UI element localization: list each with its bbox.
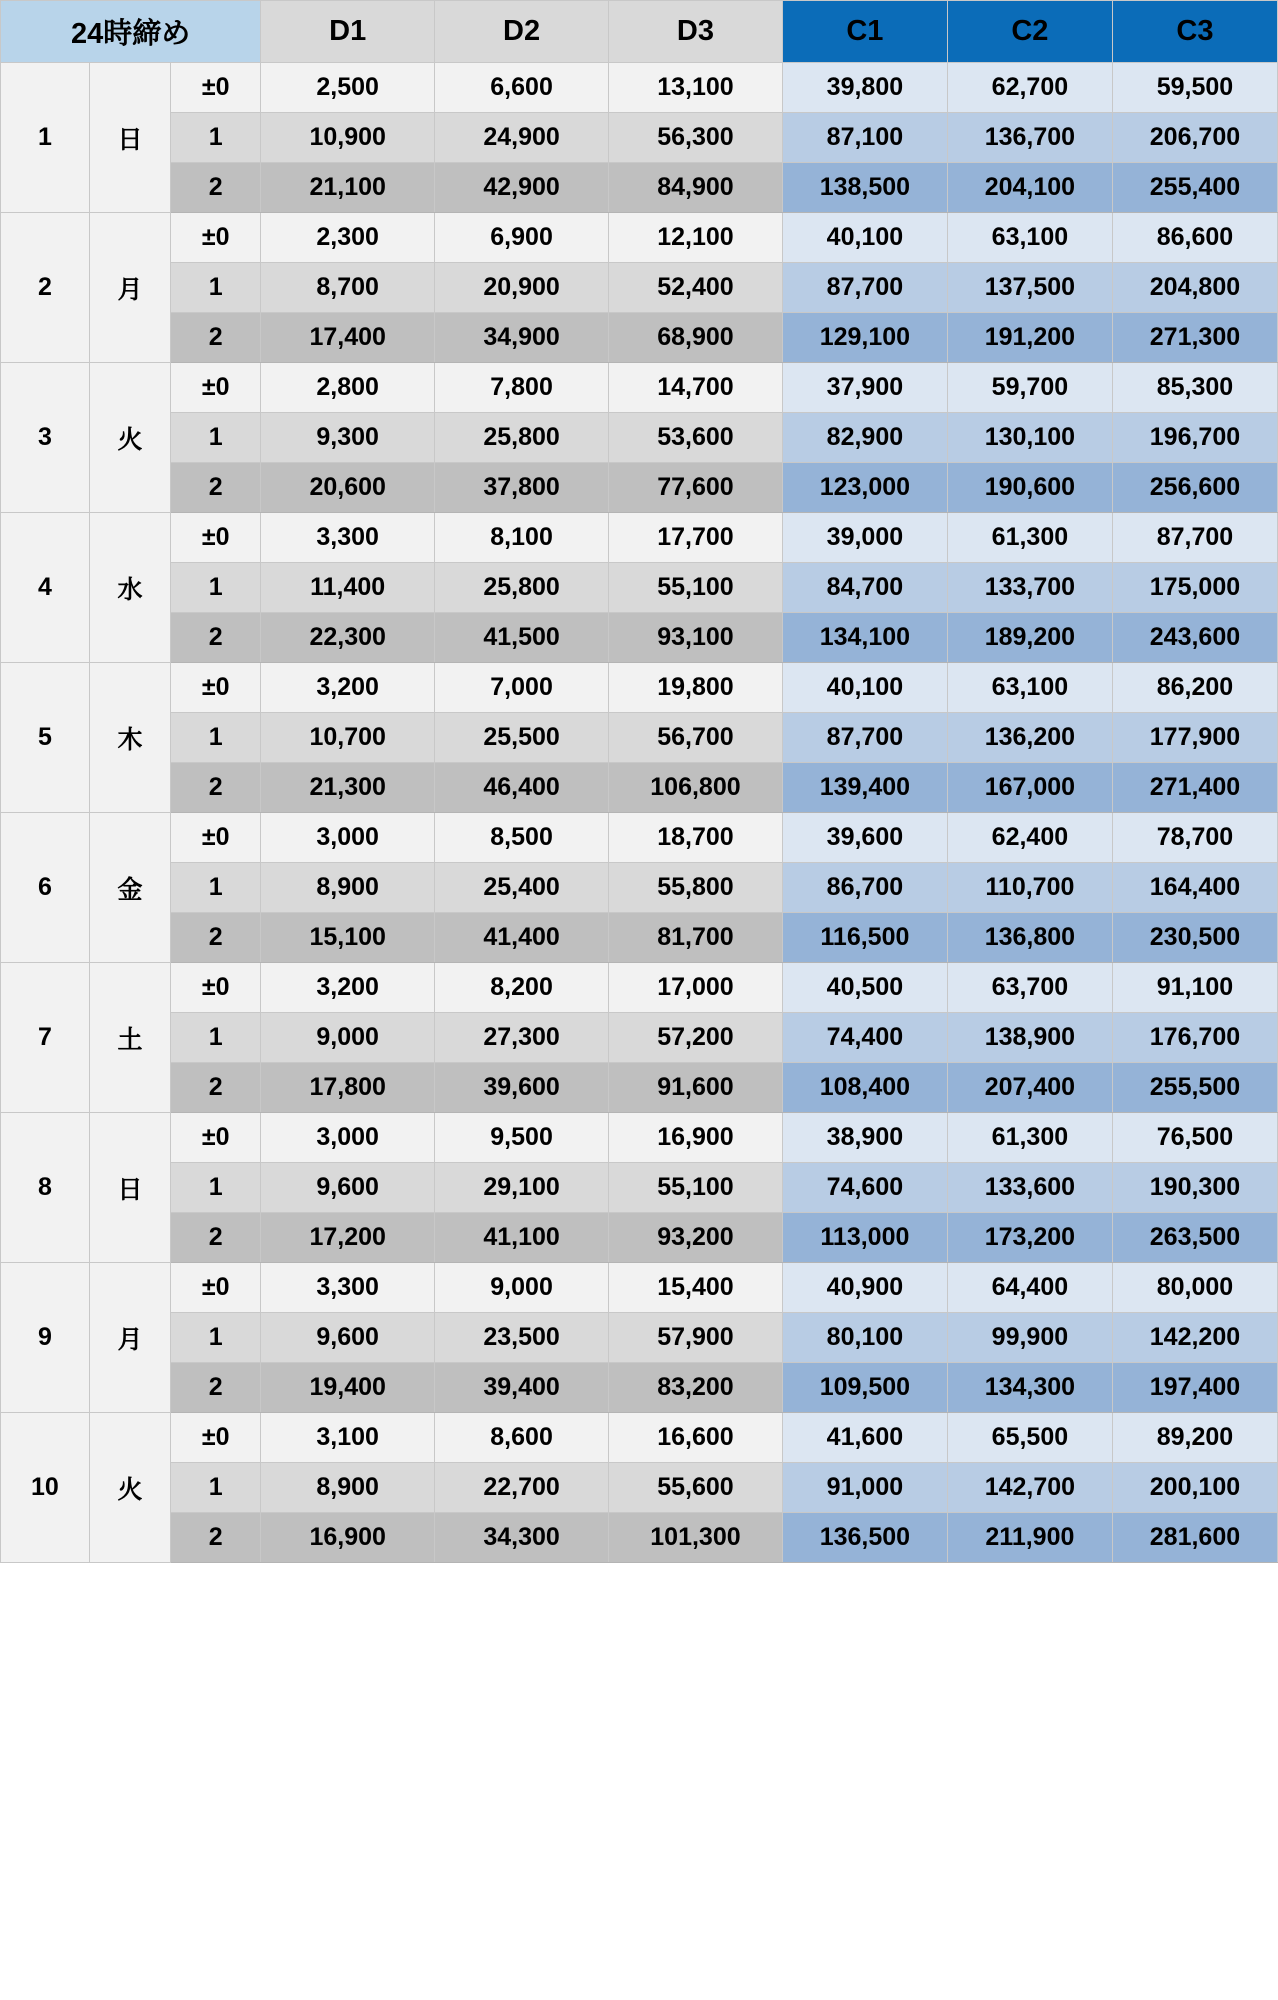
level-label-cell: 1: [171, 113, 261, 163]
value-cell-d1[interactable]: 17,800: [261, 1063, 435, 1113]
level-label-cell: 1: [171, 713, 261, 763]
value-cell-c2[interactable]: 65,500: [947, 1413, 1112, 1463]
table-row: [1, 213, 1278, 263]
value-cell-d1[interactable]: 8,900: [261, 863, 435, 913]
value-cell-d1[interactable]: 22,300: [261, 613, 435, 663]
level-label-cell: 1: [171, 563, 261, 613]
value-cell-c1[interactable]: 91,000: [782, 1463, 947, 1513]
value-cell-d1[interactable]: 21,100: [261, 163, 435, 213]
value-cell-c3[interactable]: 164,400: [1112, 863, 1277, 913]
value-cell-c1[interactable]: 40,500: [782, 963, 947, 1013]
value-cell-c1[interactable]: 108,400: [782, 1063, 947, 1113]
value-cell-c2[interactable]: 167,000: [947, 763, 1112, 813]
value-cell-d2[interactable]: 34,300: [435, 1513, 609, 1563]
value-cell-d1[interactable]: 21,300: [261, 763, 435, 813]
weekday-cell: 土: [89, 963, 170, 1113]
weekday-cell: 月: [89, 1263, 170, 1413]
day-number-cell: 5: [1, 663, 90, 813]
value-cell-c1[interactable]: 113,000: [782, 1213, 947, 1263]
level-label-cell: 1: [171, 1463, 261, 1513]
value-cell-d2[interactable]: 7,800: [435, 363, 609, 413]
value-cell-d3[interactable]: 56,300: [609, 113, 783, 163]
value-cell-d2[interactable]: 41,400: [435, 913, 609, 963]
table-row: [1, 1413, 1278, 1463]
level-label-cell: ±0: [171, 213, 261, 263]
value-cell-c1[interactable]: 87,700: [782, 713, 947, 763]
value-cell-d2[interactable]: 42,900: [435, 163, 609, 213]
value-cell-d3[interactable]: 16,600: [609, 1413, 783, 1463]
table-row: [1, 913, 1278, 963]
value-cell-d2[interactable]: 8,100: [435, 513, 609, 563]
value-cell-c3[interactable]: 175,000: [1112, 563, 1277, 613]
column-header-c3[interactable]: C3: [1112, 1, 1277, 63]
day-number-cell: 9: [1, 1263, 90, 1413]
value-cell-c2[interactable]: 133,700: [947, 563, 1112, 613]
column-header-d2[interactable]: D2: [435, 1, 609, 63]
column-header-d1[interactable]: D1: [261, 1, 435, 63]
value-cell-c3[interactable]: 255,400: [1112, 163, 1277, 213]
value-cell-d3[interactable]: 16,900: [609, 1113, 783, 1163]
value-cell-d3[interactable]: 91,600: [609, 1063, 783, 1113]
level-label-cell: ±0: [171, 63, 261, 113]
table-row: [1, 1313, 1278, 1363]
value-cell-c2[interactable]: 62,700: [947, 63, 1112, 113]
table-row: [1, 1013, 1278, 1063]
value-cell-d3[interactable]: 15,400: [609, 1263, 783, 1313]
value-cell-d1[interactable]: 3,300: [261, 513, 435, 563]
value-cell-d2[interactable]: 25,500: [435, 713, 609, 763]
value-cell-d1[interactable]: 10,900: [261, 113, 435, 163]
value-cell-c3[interactable]: 87,700: [1112, 513, 1277, 563]
value-cell-c2[interactable]: 110,700: [947, 863, 1112, 913]
header-row: [1, 1, 1278, 63]
value-cell-c3[interactable]: 80,000: [1112, 1263, 1277, 1313]
value-cell-c3[interactable]: 281,600: [1112, 1513, 1277, 1563]
value-cell-d2[interactable]: 41,500: [435, 613, 609, 663]
table-row: [1, 863, 1278, 913]
value-cell-c2[interactable]: 173,200: [947, 1213, 1112, 1263]
value-cell-c2[interactable]: 138,900: [947, 1013, 1112, 1063]
value-cell-c3[interactable]: 196,700: [1112, 413, 1277, 463]
level-label-cell: ±0: [171, 813, 261, 863]
value-cell-d3[interactable]: 83,200: [609, 1363, 783, 1413]
table-row: [1, 263, 1278, 313]
value-cell-d1[interactable]: 19,400: [261, 1363, 435, 1413]
value-cell-d1[interactable]: 3,000: [261, 1113, 435, 1163]
day-number-cell: 3: [1, 363, 90, 513]
day-number-cell: 10: [1, 1413, 90, 1563]
value-cell-c2[interactable]: 204,100: [947, 163, 1112, 213]
level-label-cell: 2: [171, 313, 261, 363]
level-label-cell: 2: [171, 1363, 261, 1413]
value-cell-d2[interactable]: 37,800: [435, 463, 609, 513]
level-label-cell: 1: [171, 1163, 261, 1213]
value-cell-c3[interactable]: 271,300: [1112, 313, 1277, 363]
value-cell-d3[interactable]: 55,100: [609, 1163, 783, 1213]
level-label-cell: 2: [171, 763, 261, 813]
value-cell-c3[interactable]: 176,700: [1112, 1013, 1277, 1063]
value-cell-c2[interactable]: 134,300: [947, 1363, 1112, 1413]
value-cell-c3[interactable]: 142,200: [1112, 1313, 1277, 1363]
value-cell-c3[interactable]: 197,400: [1112, 1363, 1277, 1413]
day-number-cell: 6: [1, 813, 90, 963]
weekday-cell: 水: [89, 513, 170, 663]
value-cell-c2[interactable]: 189,200: [947, 613, 1112, 663]
weekday-cell: 木: [89, 663, 170, 813]
column-header-c2[interactable]: C2: [947, 1, 1112, 63]
level-label-cell: 2: [171, 913, 261, 963]
value-cell-c2[interactable]: 190,600: [947, 463, 1112, 513]
day-number-cell: 7: [1, 963, 90, 1113]
value-cell-d3[interactable]: 17,700: [609, 513, 783, 563]
value-cell-c3[interactable]: 206,700: [1112, 113, 1277, 163]
value-cell-d3[interactable]: 12,100: [609, 213, 783, 263]
weekday-cell: 日: [89, 63, 170, 213]
value-cell-c1[interactable]: 134,100: [782, 613, 947, 663]
value-cell-c1[interactable]: 109,500: [782, 1363, 947, 1413]
level-label-cell: 2: [171, 1063, 261, 1113]
value-cell-c1[interactable]: 40,900: [782, 1263, 947, 1313]
value-cell-d1[interactable]: 9,000: [261, 1013, 435, 1063]
value-cell-c1[interactable]: 136,500: [782, 1513, 947, 1563]
column-header-d3[interactable]: D3: [609, 1, 783, 63]
value-cell-d2[interactable]: 46,400: [435, 763, 609, 813]
value-cell-d1[interactable]: 3,100: [261, 1413, 435, 1463]
value-cell-d1[interactable]: 10,700: [261, 713, 435, 763]
value-cell-c3[interactable]: 78,700: [1112, 813, 1277, 863]
value-cell-c3[interactable]: 263,500: [1112, 1213, 1277, 1263]
level-label-cell: 2: [171, 1213, 261, 1263]
table-row: [1, 463, 1278, 513]
value-cell-c3[interactable]: 200,100: [1112, 1463, 1277, 1513]
value-cell-c2[interactable]: 130,100: [947, 413, 1112, 463]
value-cell-d2[interactable]: 34,900: [435, 313, 609, 363]
value-cell-d1[interactable]: 2,500: [261, 63, 435, 113]
table-body: [1, 63, 1278, 1563]
level-label-cell: 1: [171, 263, 261, 313]
level-label-cell: ±0: [171, 1113, 261, 1163]
value-cell-d3[interactable]: 52,400: [609, 263, 783, 313]
value-cell-d1[interactable]: 3,300: [261, 1263, 435, 1313]
value-cell-d2[interactable]: 6,900: [435, 213, 609, 263]
value-cell-d3[interactable]: 93,200: [609, 1213, 783, 1263]
value-cell-d1[interactable]: 8,900: [261, 1463, 435, 1513]
value-cell-d1[interactable]: 11,400: [261, 563, 435, 613]
value-cell-c3[interactable]: 243,600: [1112, 613, 1277, 663]
level-label-cell: 1: [171, 413, 261, 463]
value-cell-d3[interactable]: 57,200: [609, 1013, 783, 1063]
value-cell-c1[interactable]: 87,100: [782, 113, 947, 163]
value-cell-c2[interactable]: 142,700: [947, 1463, 1112, 1513]
day-number-cell: 1: [1, 63, 90, 213]
value-cell-d3[interactable]: 14,700: [609, 363, 783, 413]
table-row: [1, 1063, 1278, 1113]
value-cell-c2[interactable]: 136,800: [947, 913, 1112, 963]
table-row: [1, 113, 1278, 163]
value-cell-c1[interactable]: 116,500: [782, 913, 947, 963]
value-cell-c2[interactable]: 133,600: [947, 1163, 1112, 1213]
value-cell-d1[interactable]: 17,400: [261, 313, 435, 363]
value-cell-d3[interactable]: 68,900: [609, 313, 783, 363]
value-cell-c3[interactable]: 190,300: [1112, 1163, 1277, 1213]
value-cell-c2[interactable]: 211,900: [947, 1513, 1112, 1563]
value-cell-c2[interactable]: 99,900: [947, 1313, 1112, 1363]
value-cell-c3[interactable]: 59,500: [1112, 63, 1277, 113]
table-row: [1, 1263, 1278, 1313]
value-cell-c2[interactable]: 63,700: [947, 963, 1112, 1013]
value-cell-c2[interactable]: 61,300: [947, 513, 1112, 563]
value-cell-c3[interactable]: 255,500: [1112, 1063, 1277, 1113]
weekday-cell: 日: [89, 1113, 170, 1263]
value-cell-d3[interactable]: 55,600: [609, 1463, 783, 1513]
value-cell-c2[interactable]: 61,300: [947, 1113, 1112, 1163]
value-cell-c1[interactable]: 39,000: [782, 513, 947, 563]
value-cell-d2[interactable]: 8,500: [435, 813, 609, 863]
table-row: [1, 1163, 1278, 1213]
value-cell-c3[interactable]: 256,600: [1112, 463, 1277, 513]
value-cell-c3[interactable]: 76,500: [1112, 1113, 1277, 1163]
value-cell-d2[interactable]: 27,300: [435, 1013, 609, 1063]
value-cell-d2[interactable]: 6,600: [435, 63, 609, 113]
day-number-cell: 4: [1, 513, 90, 663]
value-cell-c2[interactable]: 191,200: [947, 313, 1112, 363]
value-cell-c2[interactable]: 63,100: [947, 663, 1112, 713]
table-row: [1, 563, 1278, 613]
value-cell-d1[interactable]: 9,600: [261, 1163, 435, 1213]
table-row: [1, 513, 1278, 563]
table-row: [1, 1513, 1278, 1563]
value-cell-c1[interactable]: 82,900: [782, 413, 947, 463]
value-cell-d3[interactable]: 56,700: [609, 713, 783, 763]
weekday-cell: 火: [89, 1413, 170, 1563]
level-label-cell: 2: [171, 163, 261, 213]
table-row: [1, 713, 1278, 763]
value-cell-d2[interactable]: 22,700: [435, 1463, 609, 1513]
value-cell-c2[interactable]: 64,400: [947, 1263, 1112, 1313]
value-cell-c3[interactable]: 85,300: [1112, 363, 1277, 413]
level-label-cell: ±0: [171, 513, 261, 563]
value-cell-c3[interactable]: 230,500: [1112, 913, 1277, 963]
level-label-cell: ±0: [171, 1413, 261, 1463]
table-row: [1, 63, 1278, 113]
level-label-cell: 2: [171, 613, 261, 663]
level-label-cell: ±0: [171, 1263, 261, 1313]
value-cell-d1[interactable]: 3,200: [261, 963, 435, 1013]
value-cell-c1[interactable]: 74,400: [782, 1013, 947, 1063]
table-row: [1, 313, 1278, 363]
value-cell-c1[interactable]: 86,700: [782, 863, 947, 913]
value-cell-c3[interactable]: 86,200: [1112, 663, 1277, 713]
value-cell-c3[interactable]: 91,100: [1112, 963, 1277, 1013]
level-label-cell: 2: [171, 1513, 261, 1563]
value-cell-d1[interactable]: 9,600: [261, 1313, 435, 1363]
value-cell-c1[interactable]: 138,500: [782, 163, 947, 213]
value-cell-c1[interactable]: 37,900: [782, 363, 947, 413]
value-cell-d3[interactable]: 18,700: [609, 813, 783, 863]
column-header-c1[interactable]: C1: [782, 1, 947, 63]
value-cell-d2[interactable]: 9,000: [435, 1263, 609, 1313]
level-label-cell: ±0: [171, 363, 261, 413]
level-label-cell: ±0: [171, 963, 261, 1013]
value-cell-d2[interactable]: 24,900: [435, 113, 609, 163]
value-cell-c1[interactable]: 74,600: [782, 1163, 947, 1213]
value-cell-d1[interactable]: 17,200: [261, 1213, 435, 1263]
level-label-cell: ±0: [171, 663, 261, 713]
value-cell-d3[interactable]: 101,300: [609, 1513, 783, 1563]
value-cell-c1[interactable]: 139,400: [782, 763, 947, 813]
value-cell-c3[interactable]: 177,900: [1112, 713, 1277, 763]
value-cell-d1[interactable]: 3,200: [261, 663, 435, 713]
table-row: [1, 1363, 1278, 1413]
value-cell-d3[interactable]: 84,900: [609, 163, 783, 213]
value-cell-d1[interactable]: 20,600: [261, 463, 435, 513]
value-cell-c1[interactable]: 41,600: [782, 1413, 947, 1463]
day-number-cell: 8: [1, 1113, 90, 1263]
value-cell-c1[interactable]: 87,700: [782, 263, 947, 313]
table-row: [1, 413, 1278, 463]
value-cell-c1[interactable]: 38,900: [782, 1113, 947, 1163]
value-cell-d3[interactable]: 106,800: [609, 763, 783, 813]
value-cell-c2[interactable]: 59,700: [947, 363, 1112, 413]
table-row: [1, 663, 1278, 713]
value-cell-c1[interactable]: 40,100: [782, 213, 947, 263]
value-cell-c3[interactable]: 204,800: [1112, 263, 1277, 313]
value-cell-d2[interactable]: 8,200: [435, 963, 609, 1013]
table-row: [1, 163, 1278, 213]
value-cell-c3[interactable]: 86,600: [1112, 213, 1277, 263]
value-cell-d3[interactable]: 55,100: [609, 563, 783, 613]
value-cell-c1[interactable]: 84,700: [782, 563, 947, 613]
value-cell-c3[interactable]: 271,400: [1112, 763, 1277, 813]
table-row: [1, 1213, 1278, 1263]
value-cell-c1[interactable]: 40,100: [782, 663, 947, 713]
level-label-cell: 2: [171, 463, 261, 513]
value-cell-d1[interactable]: 9,300: [261, 413, 435, 463]
value-cell-d2[interactable]: 9,500: [435, 1113, 609, 1163]
value-cell-c2[interactable]: 136,200: [947, 713, 1112, 763]
table-row: [1, 813, 1278, 863]
value-cell-d2[interactable]: 8,600: [435, 1413, 609, 1463]
value-cell-d1[interactable]: 16,900: [261, 1513, 435, 1563]
value-cell-d2[interactable]: 7,000: [435, 663, 609, 713]
weekday-cell: 火: [89, 363, 170, 513]
value-cell-d2[interactable]: 39,600: [435, 1063, 609, 1113]
value-cell-d3[interactable]: 55,800: [609, 863, 783, 913]
value-cell-c2[interactable]: 63,100: [947, 213, 1112, 263]
level-label-cell: 1: [171, 1013, 261, 1063]
table-header: [1, 1, 1278, 63]
value-cell-d2[interactable]: 39,400: [435, 1363, 609, 1413]
value-cell-d2[interactable]: 25,400: [435, 863, 609, 913]
level-label-cell: 1: [171, 1313, 261, 1363]
value-cell-d1[interactable]: 3,000: [261, 813, 435, 863]
value-cell-d2[interactable]: 20,900: [435, 263, 609, 313]
value-cell-d3[interactable]: 81,700: [609, 913, 783, 963]
value-cell-c2[interactable]: 137,500: [947, 263, 1112, 313]
value-cell-d3[interactable]: 17,000: [609, 963, 783, 1013]
value-cell-d2[interactable]: 25,800: [435, 413, 609, 463]
table-title-header: 24時締め: [1, 1, 261, 63]
day-number-cell: 2: [1, 213, 90, 363]
value-cell-d1[interactable]: 2,800: [261, 363, 435, 413]
table-row: [1, 1113, 1278, 1163]
value-cell-d1[interactable]: 2,300: [261, 213, 435, 263]
value-cell-d1[interactable]: 8,700: [261, 263, 435, 313]
table-row: [1, 963, 1278, 1013]
value-cell-d1[interactable]: 15,100: [261, 913, 435, 963]
value-cell-c2[interactable]: 136,700: [947, 113, 1112, 163]
value-cell-c3[interactable]: 89,200: [1112, 1413, 1277, 1463]
level-label-cell: 1: [171, 863, 261, 913]
value-cell-c2[interactable]: 207,400: [947, 1063, 1112, 1113]
value-cell-c1[interactable]: 129,100: [782, 313, 947, 363]
table-row: [1, 363, 1278, 413]
value-cell-d3[interactable]: 53,600: [609, 413, 783, 463]
value-cell-d3[interactable]: 19,800: [609, 663, 783, 713]
value-cell-d2[interactable]: 23,500: [435, 1313, 609, 1363]
value-cell-d2[interactable]: 29,100: [435, 1163, 609, 1213]
weekday-cell: 金: [89, 813, 170, 963]
weekday-cell: 月: [89, 213, 170, 363]
value-cell-c1[interactable]: 39,800: [782, 63, 947, 113]
value-cell-c2[interactable]: 62,400: [947, 813, 1112, 863]
value-cell-d3[interactable]: 93,100: [609, 613, 783, 663]
table-row: [1, 763, 1278, 813]
value-cell-d3[interactable]: 57,900: [609, 1313, 783, 1363]
value-cell-d2[interactable]: 41,100: [435, 1213, 609, 1263]
value-cell-d3[interactable]: 77,600: [609, 463, 783, 513]
value-cell-c1[interactable]: 80,100: [782, 1313, 947, 1363]
table-row: [1, 1463, 1278, 1513]
table-row: [1, 613, 1278, 663]
value-cell-c1[interactable]: 39,600: [782, 813, 947, 863]
value-cell-c1[interactable]: 123,000: [782, 463, 947, 513]
value-cell-d2[interactable]: 25,800: [435, 563, 609, 613]
value-cell-d3[interactable]: 13,100: [609, 63, 783, 113]
